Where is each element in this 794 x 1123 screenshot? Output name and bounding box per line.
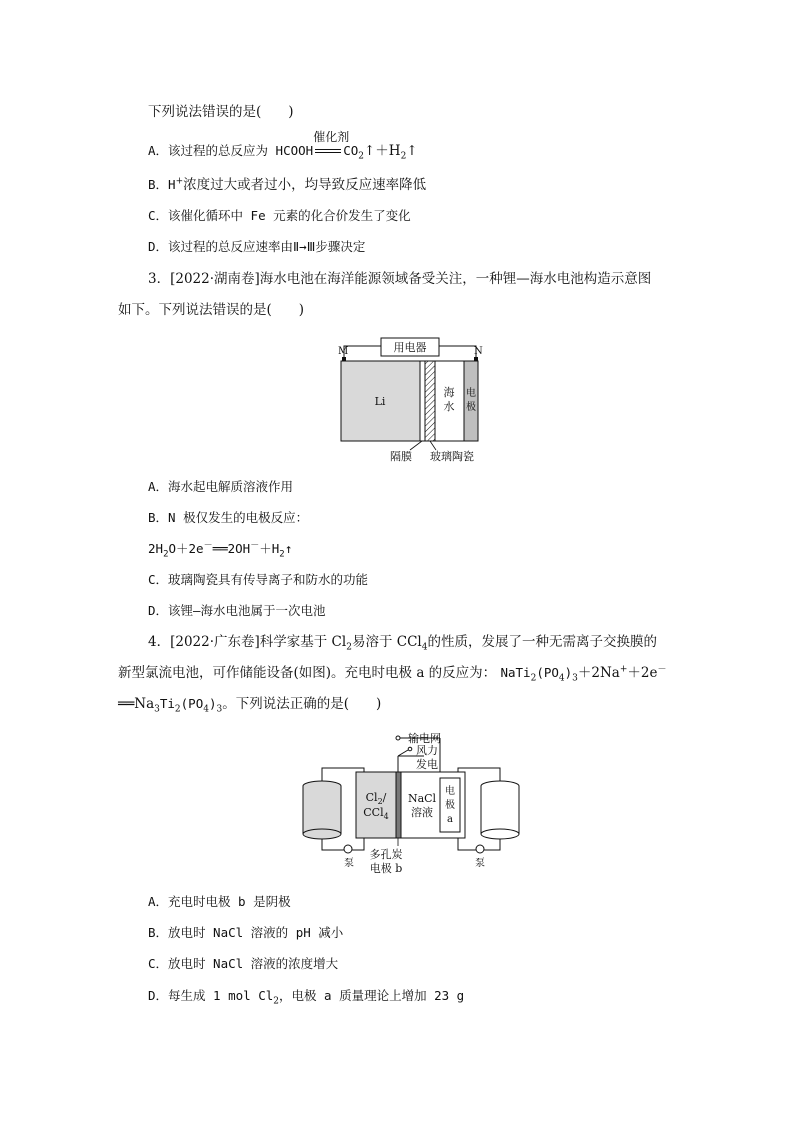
q4-stem-line3: $══Na_3Ti_2(PO_4)_3$。下列说法正确的是( ) — [118, 696, 382, 715]
q2-option-d: D．该过程的总反应速率由Ⅱ→Ⅲ步骤决定 — [148, 239, 366, 254]
seawater-label-2: 水 — [443, 400, 455, 413]
pump-left-label: 泵 — [344, 858, 354, 869]
q4-option-d: D．每生成 1 mol $Cl_2$，电极 a 质量理论上增加 23 g — [148, 988, 465, 1007]
lithium-seawater-battery-diagram — [336, 334, 486, 464]
label-m: M — [338, 346, 349, 357]
wind-label-2: 发电 — [416, 758, 438, 771]
q2-stem: 下列说法错误的是( ) — [148, 104, 294, 120]
ccl4-label: CCl$_4$ — [363, 806, 389, 821]
q3-option-c: C．玻璃陶瓷具有传导离子和防水的功能 — [148, 572, 369, 587]
separator-label: 隔膜 — [390, 450, 412, 463]
porous-label-1: 多孔炭 — [369, 848, 403, 861]
porous-carbon-electrode-b — [396, 772, 401, 838]
q4-option-b: B．放电时 NaCl 溶液的 pH 减小 — [148, 925, 344, 940]
nacl-label-1: NaCl — [407, 792, 437, 805]
q3-option-d: D．该锂—海水电池属于一次电池 — [148, 603, 326, 618]
q3-option-b: B．N 极仅发生的电极反应： — [148, 510, 309, 525]
electrode-n — [464, 361, 478, 441]
seawater-label-1: 海 — [443, 386, 455, 399]
glass-ceramic — [425, 361, 435, 441]
electrode-a-label-3: a — [447, 814, 453, 825]
catalyst-arrow: 催化剂 — [313, 142, 343, 160]
ceramic-label: 玻璃陶瓷 — [430, 450, 474, 463]
separator — [420, 361, 425, 441]
grid-label: 输电网 — [408, 732, 441, 745]
label-n: N — [474, 346, 483, 357]
chlorine-flow-battery-diagram — [298, 728, 528, 876]
porous-label-2: 电极 b — [369, 862, 403, 875]
appliance-label: 用电器 — [393, 341, 427, 354]
electrode-label-1: 电 — [466, 388, 476, 399]
q3-stem-line1: 3．[2022·湖南卷]海水电池在海洋能源领域备受关注，一种锂—海水电池构造示意图 — [148, 271, 652, 287]
q4-stem-line1: 4．[2022·广东卷]科学家基于 $Cl_2$易溶于 CCl$_4$的性质，发展了一种无需离子交换膜的 — [148, 634, 657, 653]
q2-option-c: C．该催化循环中 Fe 元素的化合价发生了变化 — [148, 208, 411, 223]
q2-option-b: B．H+浓度过大或者过小，均导致反应速率降低 — [148, 176, 427, 193]
pump-right-label: 泵 — [475, 858, 485, 869]
q4-option-c: C．放电时 NaCl 溶液的浓度增大 — [148, 956, 339, 971]
electrode-label-2: 极 — [466, 402, 476, 413]
electrode-a-label-1: 电 — [445, 786, 455, 797]
nacl-label-2: 溶液 — [411, 806, 433, 819]
cl2-ccl4-compartment — [356, 772, 396, 838]
q3-stem-line2: 如下。下列说法错误的是( ) — [118, 302, 305, 318]
electrode-a-label-2: 极 — [445, 800, 455, 811]
wind-label-1: 风力 — [416, 744, 438, 757]
cl2-label: $Cl_2/$ — [365, 791, 387, 806]
q3-option-a: A．海水起电解质溶液作用 — [148, 479, 294, 494]
q2-option-a: A．该过程的总反应为 HCOOH 催化剂 $CO_2↑+H_2↑$ — [148, 130, 418, 162]
q4-stem-line2: 新型氯流电池，可作储能设备(如图)。充电时电极 a 的反应为： $NaTi_2(PO_4)_3+2Na^++2e^-$ — [118, 664, 667, 684]
q4-option-a: A．充电时电极 b 是阴极 — [148, 894, 291, 909]
lithium-label: Li — [374, 395, 386, 408]
q3-option-b-equation: $2H_2O+2e^-══2OH^-+H_2↑$ — [148, 540, 293, 560]
